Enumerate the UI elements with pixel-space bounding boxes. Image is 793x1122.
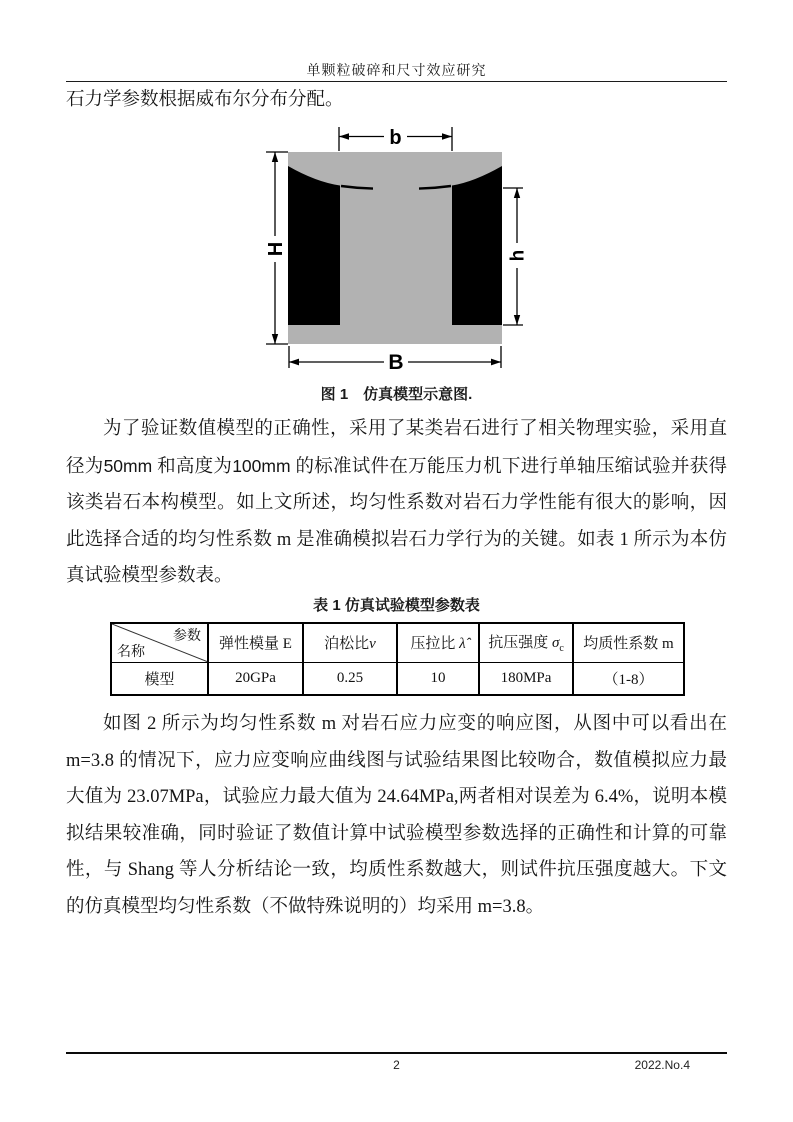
page-number: 2	[393, 1058, 400, 1072]
row-name-cell: 模型	[112, 662, 208, 694]
value-homogeneity-index: （1-8）	[603, 671, 654, 688]
footer-rule	[66, 1052, 727, 1054]
corner-label-name: 名称	[117, 644, 145, 660]
table-caption: 表 1 仿真试验模型参数表	[313, 597, 480, 614]
header-compressive-strength: 抗压强度 $\sigma_c$	[479, 624, 573, 662]
simulation-model-figure	[250, 118, 540, 378]
paragraph-1-text: 和高度为	[152, 456, 233, 477]
diameter-value: 50mm	[103, 455, 153, 476]
dim-label-B: B	[388, 351, 404, 374]
paragraph-1	[66, 411, 727, 595]
figure-caption: 图 1 仿真模型示意图.	[320, 386, 473, 403]
parameters-table	[110, 622, 685, 696]
paragraph-1-text: 为了验证数值模型的正确性，采用了某类岩石进行了相关物理实验，采用直径为	[66, 419, 727, 477]
issue-label: 2022.No.4	[634, 1058, 690, 1072]
intro-paragraph: 石力学参数根据威布尔分布分配。	[66, 90, 344, 110]
height-value: 100mm	[232, 455, 291, 476]
dim-label-b: b	[389, 127, 402, 149]
left-black-region	[288, 166, 340, 325]
value-elastic-modulus: 20GPa	[208, 662, 303, 694]
corner-label-parameter: 参数	[173, 629, 201, 644]
header-elastic-modulus: 弹性模量 E	[208, 624, 303, 662]
header-homogeneity-index: 均质性系数 m	[573, 624, 683, 662]
dim-label-H: H	[265, 241, 287, 257]
table-row	[112, 662, 683, 694]
paragraph-1-text: 的标准试件在万能压力机下进行单轴压缩试验并获得该类岩石本构模型。如上文所述，均匀性系数对岩石力学性能有很大的影响，因此选择合适的均匀性系数 m 是准确模拟岩石力学行为的关键。如表 1 所示为本仿真试验模型参数表。	[66, 456, 727, 586]
header-compression-tension-ratio: 压拉比 λ̂	[397, 624, 479, 662]
value-poisson-ratio: 0.25	[303, 662, 397, 694]
value-compression-tension-ratio: 10	[397, 662, 479, 694]
corner-header-cell	[112, 624, 208, 662]
right-black-region	[452, 166, 502, 325]
header-poisson-ratio: 泊松比ν	[303, 624, 397, 662]
paragraph-2: 如图 2 所示为均匀性系数 m 对岩石应力应变的响应图，从图中可以看出在 m=3.8 的情况下，应力应变响应曲线图与试验结果图比较吻合，数值模拟应力最大值为 23.07MPa，试验应力最大值为 24.64MPa,两者相对误差为 6.4%，说明本模拟结果较准确，同时验证了数值计算中试验模型参数选择的正确性和计算的可靠性，与 Shang 等人分析结论一致，均质性系数越大，则试件抗压强度越大。下文的仿真模型均匀性系数（不做特殊说明的）均采用 m=3.8。	[66, 714, 727, 917]
running-header-title: 单颗粒破碎和尺寸效应研究	[306, 64, 487, 79]
dim-label-h: h	[507, 249, 529, 262]
value-compressive-strength: 180MPa	[479, 662, 573, 694]
